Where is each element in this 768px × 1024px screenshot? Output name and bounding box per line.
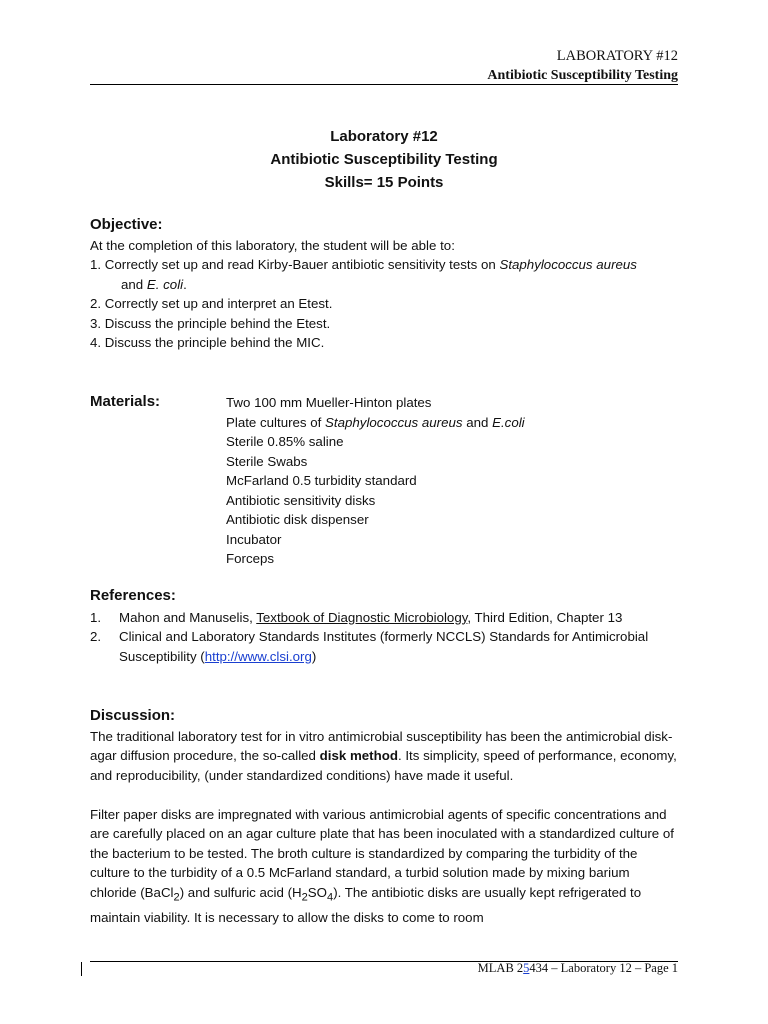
materials-item: Antibiotic disk dispenser [226, 512, 369, 527]
header-divider [90, 84, 678, 85]
organism-name: E. coli [146, 276, 184, 292]
reference-number: 1. [90, 609, 102, 625]
materials-item-text: Plate cultures of [226, 414, 326, 430]
discussion-paragraph-1 [90, 727, 678, 786]
materials-section [90, 391, 678, 569]
paragraph-text: Filter paper disks are impregnated with various antimicrobial agents of specific concentrations and are carefully placed on an agar culture plate that has been inoculated with a standardized culture of the bacterium to be tested. The broth culture is standardized by comparing the turbidity of the culture to the turbidity of a 0.5 McFarland standard, a turbid solution made by mixing barium chloride (BaCl [90, 806, 674, 900]
objective-section [90, 215, 678, 353]
objective-item-1-cont-suffix: . [183, 276, 187, 292]
objective-item-1-cont-text: and [121, 276, 147, 292]
running-header-subtitle: Antibiotic Susceptibility Testing [487, 68, 678, 83]
footer-text: MLAB 2 [477, 961, 524, 975]
materials-item: Sterile Swabs [226, 453, 308, 469]
running-header [487, 47, 678, 85]
materials-item: Incubator [226, 531, 282, 547]
reference-number: 2. [90, 629, 102, 644]
running-header-title: LABORATORY #12 [556, 48, 678, 64]
materials-item: McFarland 0.5 turbidity standard [226, 473, 417, 488]
objective-item-1-text: 1. Correctly set up and read Kirby-Bauer antibiotic sensitivity tests on [90, 257, 500, 272]
references-heading: References: [90, 587, 176, 604]
objective-item-1 [90, 255, 678, 275]
subscript: 4 [327, 891, 334, 904]
materials-item-text: and [462, 414, 493, 430]
paragraph-text: SO [307, 884, 328, 900]
clsi-link[interactable]: http://www.clsi.org [204, 648, 312, 664]
reference-text-line: Clinical and Laboratory Standards Institutes (formerly NCCLS) Standards for Antimicrobial [119, 629, 649, 644]
materials-list [226, 393, 525, 569]
subscript: 2 [301, 891, 308, 904]
paragraph-text: ) and sulfuric acid (H [179, 884, 302, 900]
organism-name: Staphylococcus aureus [325, 414, 463, 430]
reference-item-1 [90, 608, 678, 628]
objective-item-3: 3. Discuss the principle behind the Etest. [90, 315, 331, 331]
materials-item: Two 100 mm Mueller-Hinton plates [226, 395, 432, 410]
objective-item-2: 2. Correctly set up and interpret an Etest. [90, 296, 333, 311]
footer-highlight: 5 [523, 961, 530, 975]
disk-method-term: disk method [319, 748, 398, 763]
objective-heading: Objective: [90, 216, 163, 233]
reference-text [119, 608, 622, 628]
title-line-1: Laboratory #12 [330, 128, 438, 145]
objective-item-1-continued [90, 275, 678, 295]
document-title [0, 125, 768, 194]
subscript: 2 [173, 891, 180, 904]
reference-authors: Mahon and Manuselis, [119, 609, 257, 625]
reference-title: Textbook of Diagnostic Microbiology [256, 609, 468, 625]
reference-item-2 [90, 627, 678, 666]
paragraph-text: . Its simplicity, speed of performance, economy, and reproducibility, (under standardized conditions) have made it useful. [90, 748, 677, 783]
reference-text-suffix: ) [311, 648, 317, 664]
title-line-3: Skills= 15 Points [324, 174, 444, 191]
materials-heading: Materials: [90, 393, 161, 410]
page-footer [478, 961, 678, 976]
reference-text-line: Susceptibility ( [119, 648, 205, 664]
materials-item: Sterile 0.85% saline [226, 434, 344, 449]
objective-intro: At the completion of this laboratory, the student will be able to: [90, 237, 455, 253]
materials-item: Forceps [226, 551, 275, 566]
materials-item: Antibiotic sensitivity disks [226, 492, 376, 508]
references-section [90, 586, 678, 666]
title-line-2: Antibiotic Susceptibility Testing [270, 151, 498, 168]
paragraph-text: The traditional laboratory test for in vitro antimicrobial susceptibility has been the antimicrobial disk-agar diffusion procedure, the so-called [90, 728, 673, 763]
organism-name: Staphylococcus aureus [499, 257, 637, 272]
paragraph-text: ). The antibiotic disks are usually kept refrigerated to maintain viability. It is necessary to allow the disks to come to room [90, 884, 642, 925]
materials-item [226, 413, 525, 433]
discussion-paragraph-2 [90, 805, 678, 928]
objective-item-4: 4. Discuss the principle behind the MIC. [90, 335, 325, 350]
reference-edition: , Third Edition, Chapter 13 [467, 609, 623, 625]
organism-name: E.coli [492, 414, 525, 430]
footer-text: 434 – Laboratory 12 – Page 1 [529, 961, 678, 975]
reference-text [119, 627, 648, 666]
discussion-section [90, 706, 678, 947]
footer-marker [81, 962, 82, 976]
discussion-heading: Discussion: [90, 707, 176, 724]
